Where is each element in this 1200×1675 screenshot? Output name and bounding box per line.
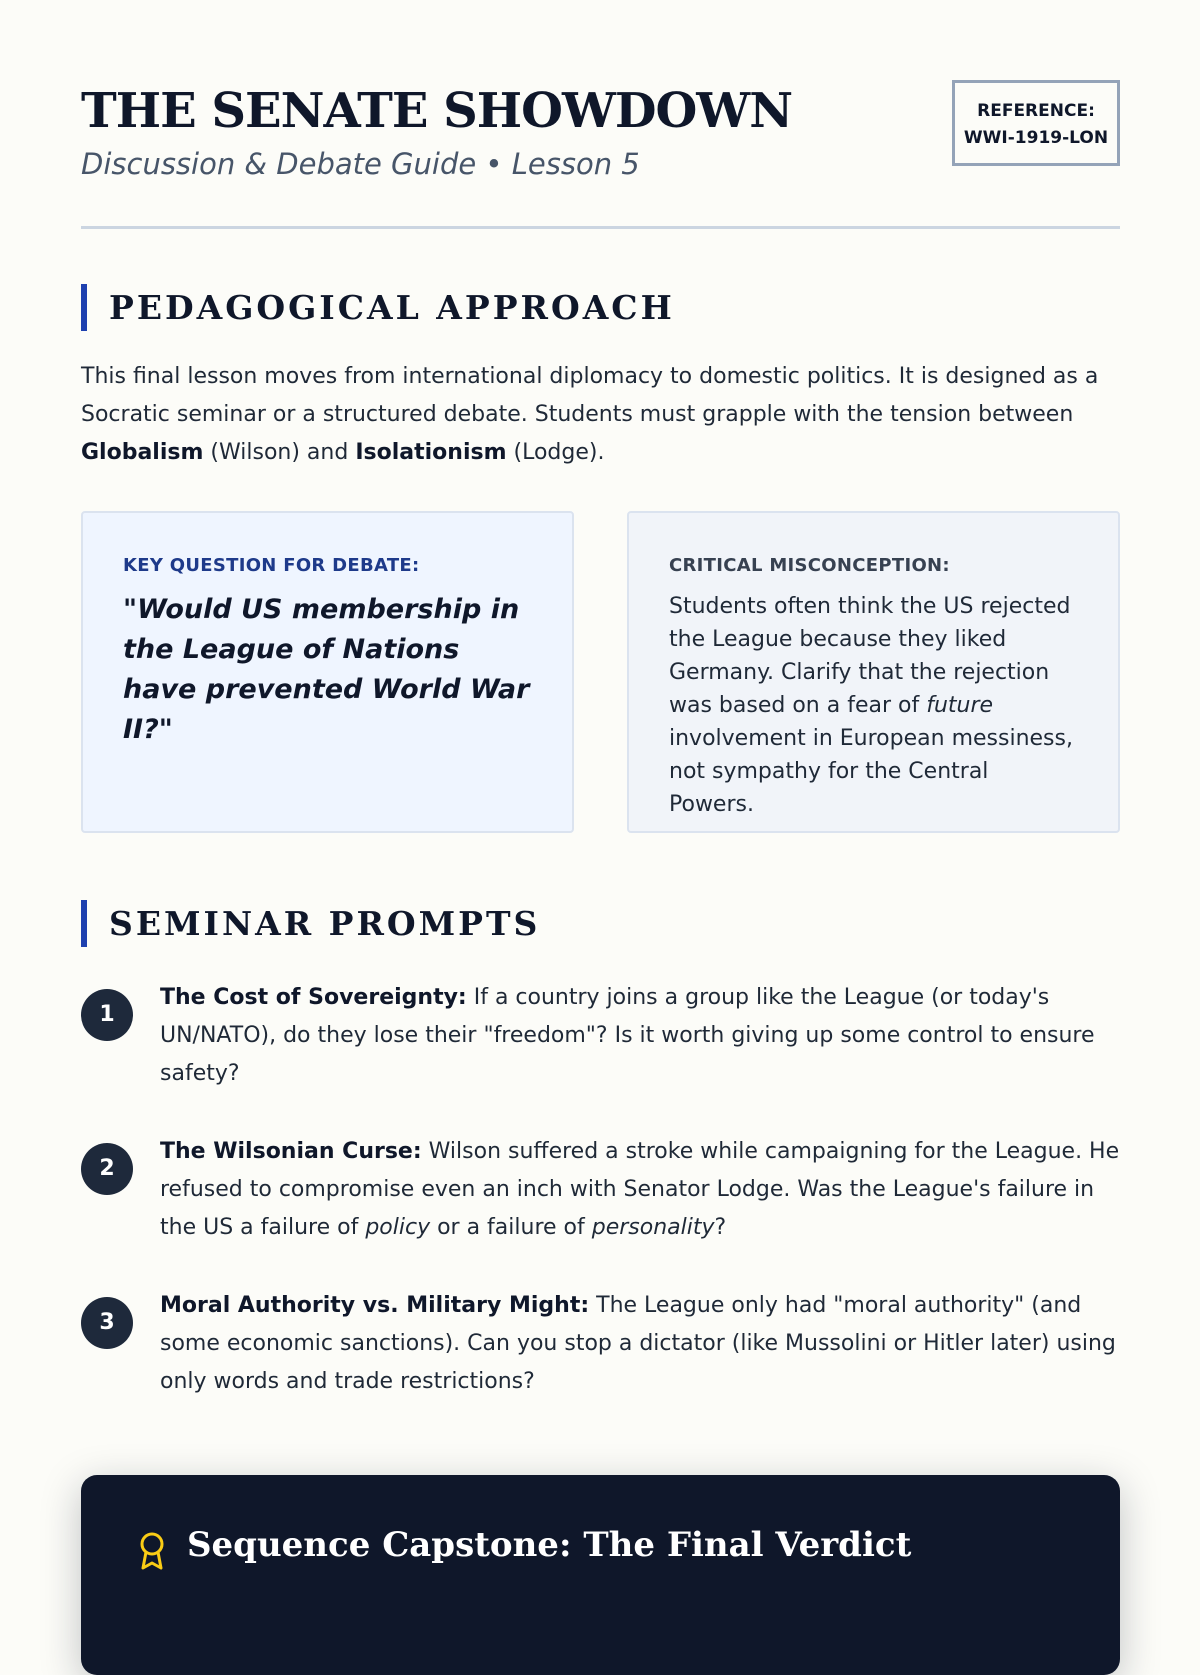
misconception-text-1: Students often think the US rejected the League because they liked Germany. Clarify that the rejection was based on a fear of <box>669 594 1071 718</box>
prompt-title: Moral Authority vs. Military Might: <box>160 1293 590 1318</box>
misconception-text <box>669 590 1078 821</box>
reference-box <box>952 80 1120 166</box>
page-subtitle: Discussion & Debate Guide • Lesson 5 <box>81 147 640 181</box>
pedagogy-heading: PEDAGOGICAL APPROACH <box>81 284 675 331</box>
misconception-text-2: involvement in European messiness, not sympathy for the Central Powers. <box>669 726 1073 817</box>
guide-page <box>81 0 1120 1394</box>
award-ribbon-icon <box>137 1531 167 1571</box>
prompt-emphasis-personality: personality <box>591 1215 715 1240</box>
key-question-card <box>81 511 574 833</box>
prompt-text <box>160 979 1120 1093</box>
prompt-title: The Wilsonian Curse: <box>160 1139 422 1164</box>
intro-text-3: (Lodge). <box>506 440 605 465</box>
page-header <box>81 0 1120 229</box>
misconception-card <box>627 511 1120 833</box>
reference-label: REFERENCE: <box>977 101 1095 121</box>
intro-text-2: (Wilson) and <box>203 440 356 465</box>
seminar-heading: SEMINAR PROMPTS <box>81 900 540 947</box>
prompt-body-1: Wilson suffered a stroke while campaigning for the League. He refused to compromise even an inch with Senator Lodge. Was the League's failure in the US a failure of <box>160 1139 1120 1240</box>
prompt-body-3: ? <box>714 1215 727 1240</box>
prompt-body: The League only had "moral authority" (and some economic sanctions). Can you stop a dictator (like Mussolini or Hitler later) using only words and trade restrictions? <box>160 1293 1116 1394</box>
prompt-number: 2 <box>81 1143 133 1195</box>
prompt-text <box>160 1287 1120 1401</box>
term-globalism: Globalism <box>81 440 204 465</box>
prompt-text <box>160 1133 1120 1247</box>
misconception-emphasis: future <box>926 693 994 718</box>
prompt-number: 3 <box>81 1297 133 1349</box>
prompt-body-2: or a failure of <box>430 1215 592 1240</box>
misconception-label: CRITICAL MISCONCEPTION: <box>669 555 950 576</box>
key-question-text: "Would US membership in the League of Nations have prevented World War II?" <box>123 594 530 745</box>
capstone-panel <box>81 1475 1120 1675</box>
prompt-emphasis-policy: policy <box>365 1215 431 1240</box>
prompt-body: If a country joins a group like the League (or today's UN/NATO), do they lose their "freedom"? Is it worth giving up some control to ensure safety? <box>160 985 1095 1086</box>
term-isolationism: Isolationism <box>355 440 507 465</box>
page-title: THE SENATE SHOWDOWN <box>81 83 793 139</box>
pedagogy-intro <box>81 358 1120 472</box>
intro-text-1: This final lesson moves from international diplomacy to domestic politics. It is designed as a Socratic seminar or a structured debate. Students must grapple with the tension between <box>81 364 1099 427</box>
reference-code: WWI-1919-LON <box>963 128 1109 148</box>
capstone-title: Sequence Capstone: The Final Verdict <box>187 1525 912 1565</box>
key-question-label: KEY QUESTION FOR DEBATE: <box>123 555 420 576</box>
prompt-number: 1 <box>81 989 133 1041</box>
prompt-title: The Cost of Sovereignty: <box>160 985 467 1010</box>
